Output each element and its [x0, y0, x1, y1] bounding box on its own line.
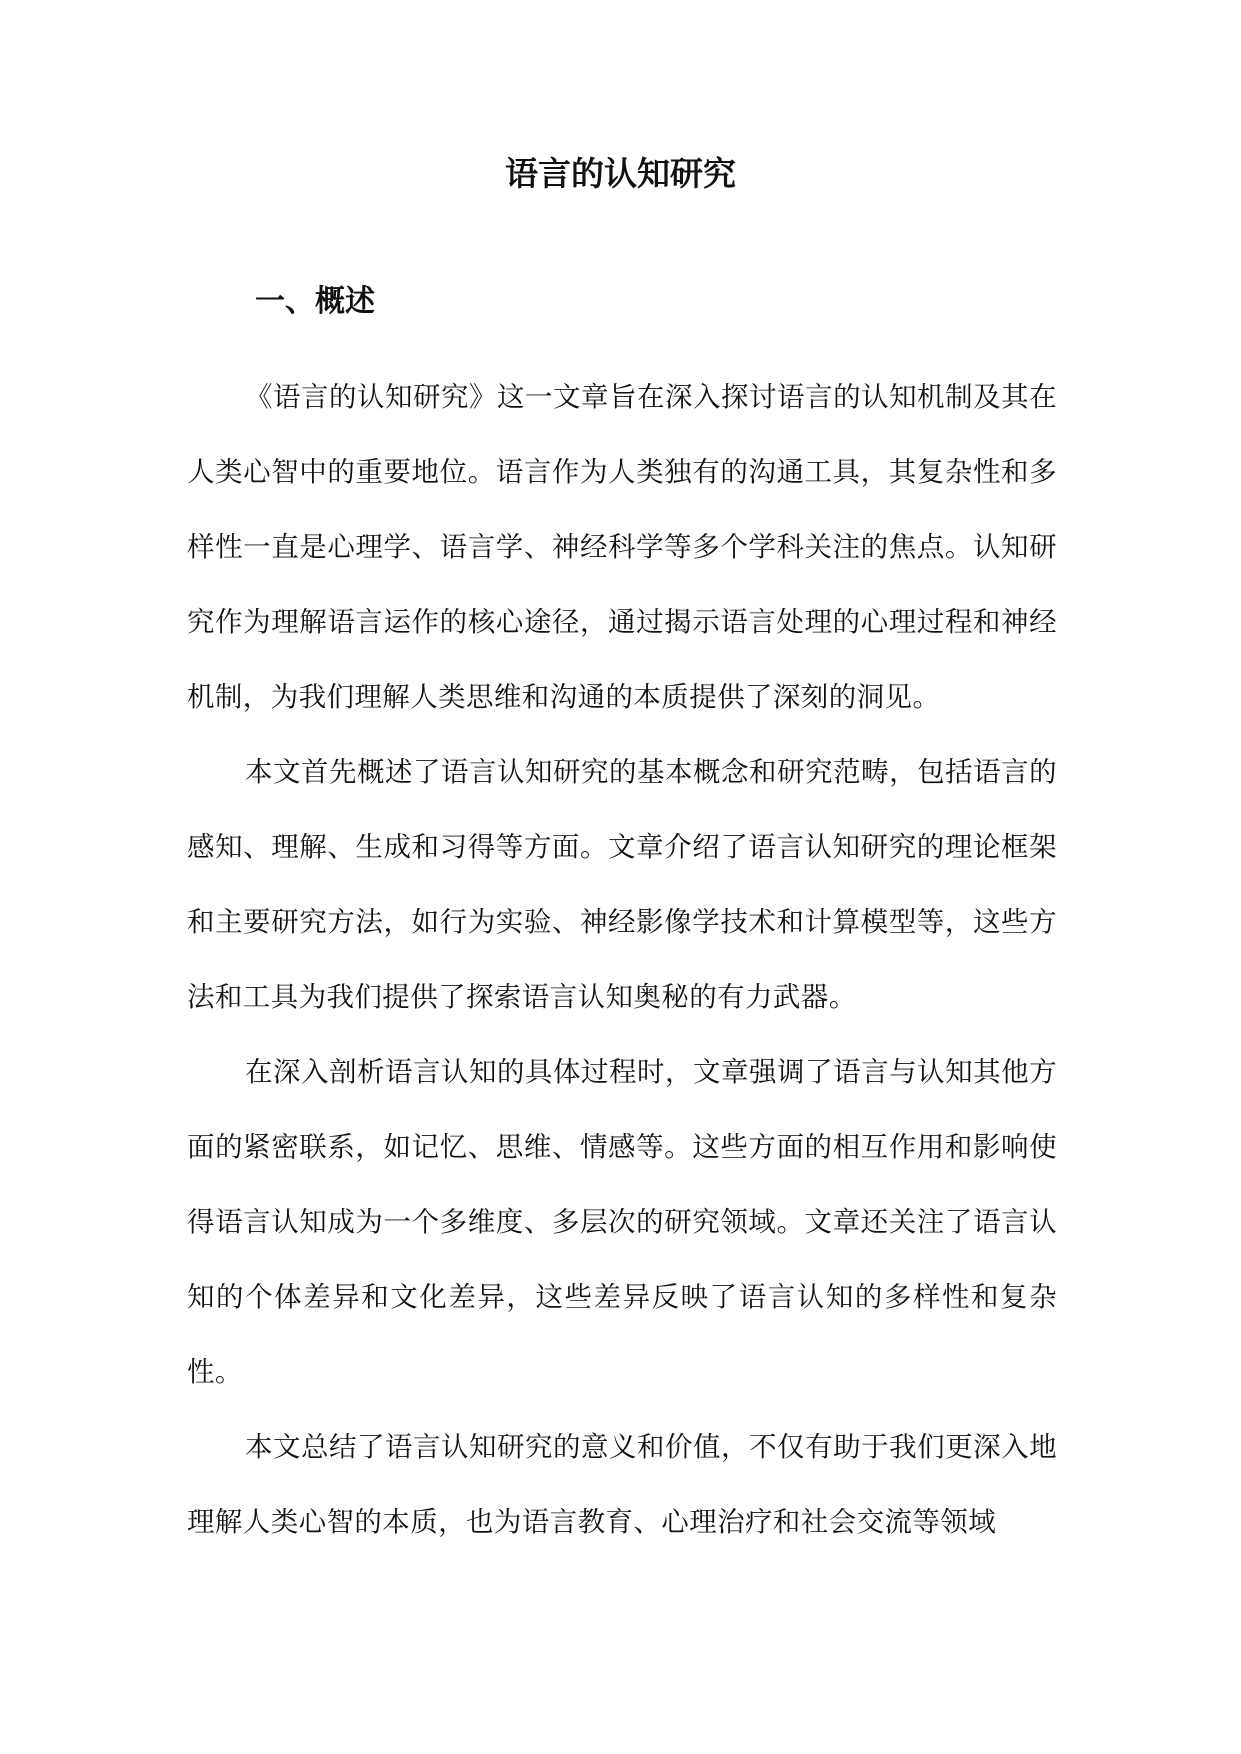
document-title: 语言的认知研究: [505, 154, 736, 193]
paragraph-3: 在深入剖析语言认知的具体过程时，文章强调了语言与认知其他方面的紧密联系，如记忆、思维、情感等。这些方面的相互作用和影响使得语言认知成为一个多维度、多层次的研究领域。文章还关注了语言认知的个体差异和文化差异，这些差异反映了语言认知的多样性和复杂性。: [187, 1056, 1057, 1388]
section-heading: 一、概述: [255, 284, 375, 319]
paragraph-4: 本文总结了语言认知研究的意义和价值，不仅有助于我们更深入地理解人类心智的本质，也为语言教育、心理治疗和社会交流等领域: [187, 1431, 1057, 1538]
paragraph-1: 《语言的认知研究》这一文章旨在深入探讨语言的认知机制及其在人类心智中的重要地位。语言作为人类独有的沟通工具，其复杂性和多样性一直是心理学、语言学、神经科学等多个学科关注的焦点。认知研究作为理解语言运作的核心途径，通过揭示语言处理的心理过程和神经机制，为我们理解人类思维和沟通的本质提供了深刻的洞见。: [187, 381, 1057, 713]
body-text: [187, 360, 1057, 1560]
paragraph-2: 本文首先概述了语言认知研究的基本概念和研究范畴，包括语言的感知、理解、生成和习得等方面。文章介绍了语言认知研究的理论框架和主要研究方法，如行为实验、神经影像学技术和计算模型等，这些方法和工具为我们提供了探索语言认知奥秘的有力武器。: [187, 756, 1057, 1013]
